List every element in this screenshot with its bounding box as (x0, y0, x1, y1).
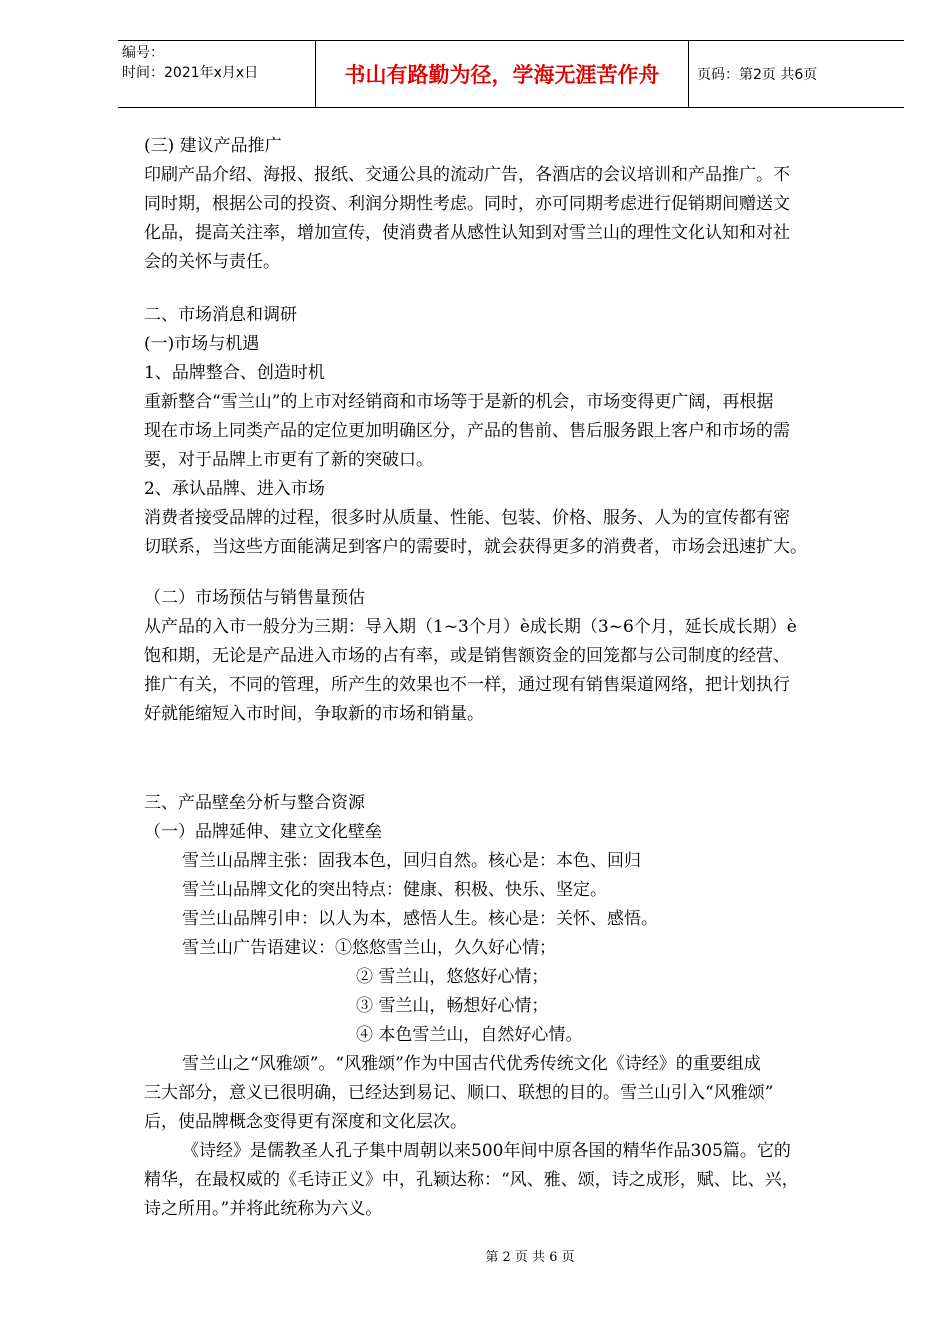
paragraph-line: 《诗经》是儒教圣人孔子集中周朝以来500年间中原各国的精华作品305篇。它的 (182, 1141, 791, 1161)
paragraph-line: 化品，提高关注率，增加宣传，使消费者从感性认知到对雪兰山的理性文化认知和对社 (144, 223, 790, 243)
paragraph-line: 精华，在最权威的《毛诗正义》中，孔颖达称：“风、雅、颂，诗之成形，赋、比、兴， (144, 1170, 799, 1190)
paragraph-line: 会的关怀与责任。 (144, 252, 280, 272)
paragraph-line: 印刷产品介绍、海报、报纸、交通公具的流动广告，各酒店的会议培训和产品推广。不 (144, 165, 790, 185)
item-heading: 1、品牌整合、创造时机 (144, 363, 325, 383)
brand-point: 雪兰山广告语建议：①悠悠雪兰山，久久好心情； (182, 938, 556, 958)
paragraph-line: 消费者接受品牌的过程，很多时从质量、性能、包装、价格、服务、人为的宣传都有密 (144, 508, 790, 528)
slogan-item: ④ 本色雪兰山，自然好心情。 (356, 1025, 583, 1045)
subsection-heading: （二）市场预估与销售量预估 (144, 588, 365, 608)
document-body (144, 132, 884, 1224)
paragraph-line: 重新整合“雪兰山”的上市对经销商和市场等于是新的机会，市场变得更广阔，再根据 (144, 392, 774, 412)
brand-point: 雪兰山品牌主张：固我本色，回归自然。核心是：本色、回归 (182, 851, 641, 871)
paragraph-line: 后，使品牌概念变得更有深度和文化层次。 (144, 1112, 467, 1132)
paragraph-line: 同时期，根据公司的投资、利润分期性考虑。同时，亦可同期考虑进行促销期间赠送文 (144, 194, 790, 214)
header-motto: 书山有路勤为径，学海无涯苦作舟 (316, 41, 689, 107)
slogan-item: ② 雪兰山，悠悠好心情； (356, 967, 549, 987)
paragraph-line: 诗之所用。”并将此统称为六义。 (144, 1199, 383, 1219)
section-heading: (三) 建议产品推广 (144, 136, 282, 156)
brand-point: 雪兰山品牌引申：以人为本，感悟人生。核心是：关怀、感悟。 (182, 909, 658, 929)
paragraph-line: 要，对于品牌上市更有了新的突破口。 (144, 450, 433, 470)
subsection-heading: (一)市场与机遇 (144, 334, 260, 354)
paragraph-line: 饱和期，无论是产品进入市场的占有率，或是销售额资金的回笼都与公司制度的经营、 (144, 646, 790, 666)
paragraph-line: 从产品的入市一般分为三期：导入期（1~3个月）è成长期（3~6个月，延长成长期）è (144, 617, 797, 637)
subsection-heading: （一）品牌延伸、建立文化壁垒 (144, 822, 382, 842)
paragraph-line: 推广有关，不同的管理，所产生的效果也不一样，通过现有销售渠道网络，把计划执行 (144, 675, 790, 695)
document-header (118, 40, 904, 108)
section-heading: 二、市场消息和调研 (144, 305, 297, 325)
paragraph-line: 雪兰山之“风雅颂”。“风雅颂”作为中国古代优秀传统文化《诗经》的重要组成 (182, 1054, 761, 1074)
header-page-info: 页码：第2页 共6页 (697, 67, 818, 83)
page-footer: 第 2 页 共 6 页 (485, 1250, 575, 1265)
header-meta (118, 41, 316, 107)
doc-time-label: 时间：2021年x月x日 (122, 65, 259, 81)
paragraph-line: 切联系，当这些方面能满足到客户的需要时，就会获得更多的消费者，市场会迅速扩大。 (144, 537, 807, 557)
section-heading: 三、产品壁垒分析与整合资源 (144, 793, 365, 813)
paragraph-line: 好就能缩短入市时间，争取新的市场和销量。 (144, 704, 484, 724)
paragraph-line: 三大部分，意义已很明确，已经达到易记、顺口、联想的目的。雪兰山引入“风雅颂” (144, 1083, 774, 1103)
slogan-item: ③ 雪兰山，畅想好心情； (356, 996, 549, 1016)
brand-point: 雪兰山品牌文化的突出特点：健康、积极、快乐、坚定。 (182, 880, 607, 900)
paragraph-line: 现在市场上同类产品的定位更加明确区分，产品的售前、售后服务跟上客户和市场的需 (144, 421, 790, 441)
item-heading: 2、承认品牌、进入市场 (144, 479, 325, 499)
doc-number-label: 编号： (122, 45, 164, 61)
